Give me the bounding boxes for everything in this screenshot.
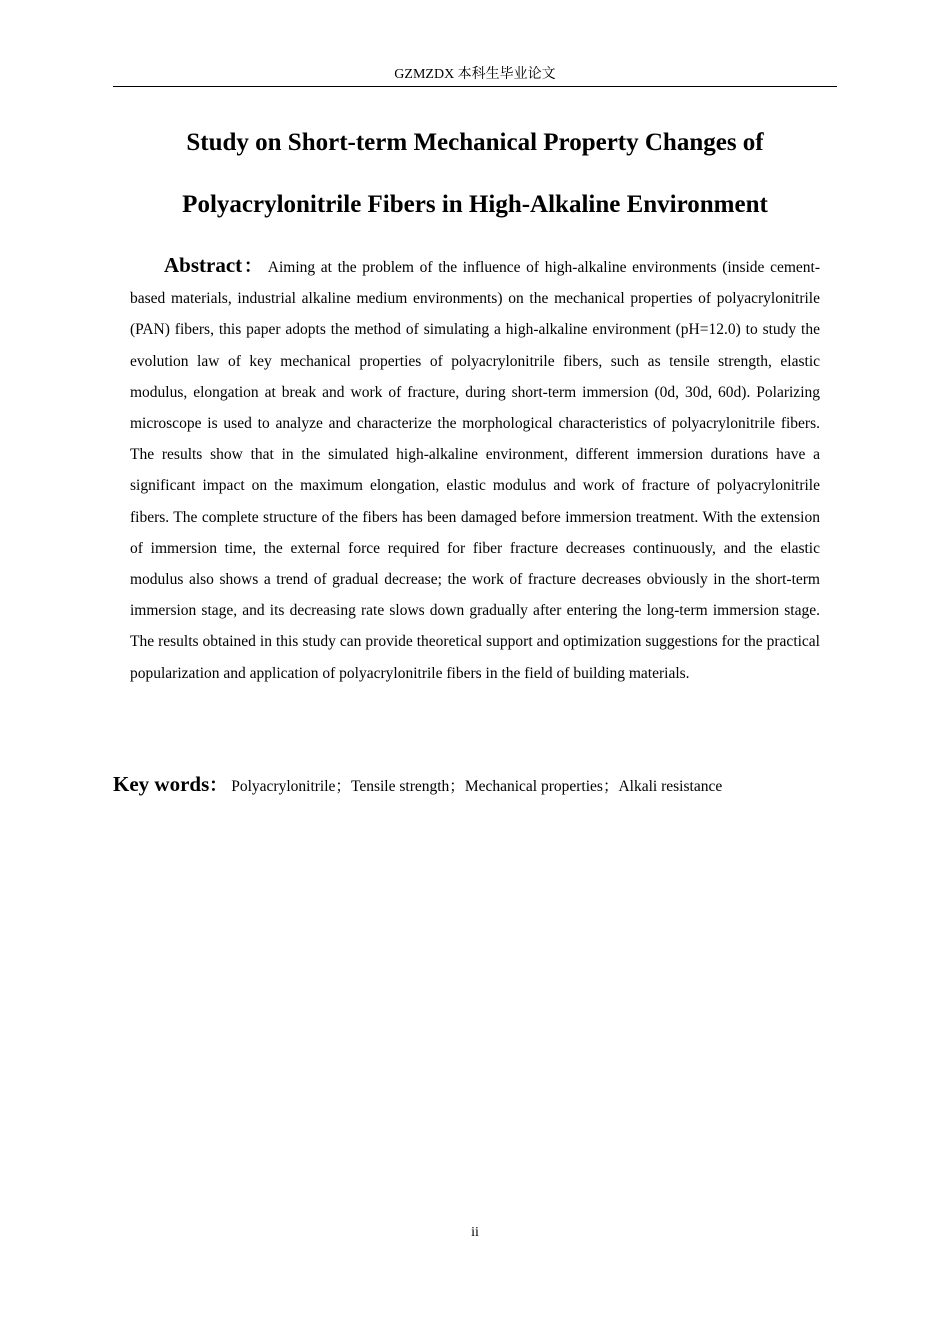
abstract-paragraph [130,250,820,689]
abstract-text: Aiming at the problem of the influence of high-alkaline environments (inside cement-based materials, industrial alkaline medium environments) on the mechanical properties of polyacrylonitrile (PAN) fibers, this paper adopts the method of simulating a high-alkaline environment (pH=12.0) to study the evolution law of key mechanical properties of polyacrylonitrile fibers, such as tensile strength, elastic modulus, elongation at break and work of fracture, during short-term immersion (0d, 30d, 60d). Polarizing microscope is used to analyze and characterize the morphological characteristics of polyacrylonitrile fibers. The results show that in the simulated high-alkaline environment, different immersion durations have a significant impact on the maximum elongation, elastic modulus and work of fracture of polyacrylonitrile fibers. The complete structure of the fibers has been damaged before immersion treatment. With the extension of immersion time, the external force required for fiber fracture decreases continuously, and the elastic modulus also shows a trend of gradual decrease; the work of fracture decreases obviously in the short-term immersion stage, and its decreasing rate slows down gradually after entering the long-term immersion stage. The results obtained in this study can provide theoretical support and optimization suggestions for the practical popularization and application of polyacrylonitrile fibers in the field of building materials. [130,259,821,682]
abstract-heading: Abstract [164,253,243,277]
keyword-item: Polyacrylonitrile [231,778,336,795]
keyword-item: Tensile strength [350,778,450,795]
keyword-separator: ； [335,778,351,795]
keywords-colon: ： [209,775,228,795]
abstract-colon: ： [242,256,264,276]
paper-title-line-1: Study on Short-term Mechanical Property Changes of [186,129,764,156]
paper-title-line-2: Polyacrylonitrile Fibers in High-Alkaline Environment [182,191,768,218]
keyword-separator: ； [449,778,465,795]
keywords-line [113,768,837,803]
header-rule [113,86,837,87]
running-header: GZMZDX 本科生毕业论文 [394,67,556,82]
keyword-separator: ； [602,778,619,795]
keywords-heading: Key words [113,772,210,796]
keyword-item: Mechanical properties [464,778,603,795]
page-number: ii [471,1225,479,1240]
keyword-item: Alkali resistance [618,778,723,795]
